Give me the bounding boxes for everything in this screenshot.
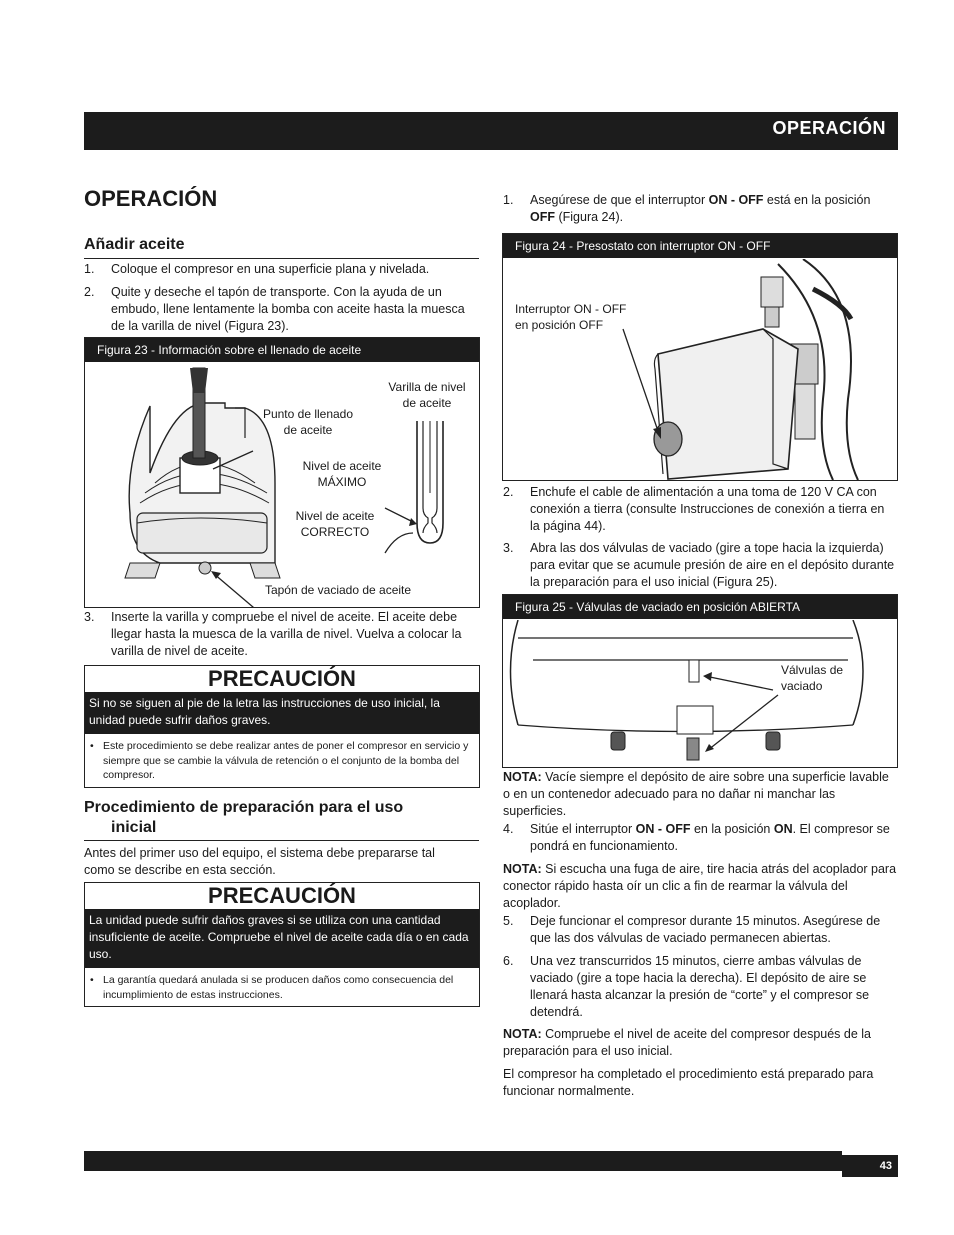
- figure-25-caption: Figura 25 - Válvulas de vaciado en posición ABIERTA: [503, 595, 897, 619]
- label-nivel-maximo: Nivel de aceite MÁXIMO: [302, 459, 382, 489]
- caution-text: La unidad puede sufrir daños graves si se utiliza con una cantidad insuficiente de aceite. Compruebe el nivel de aceite cada día o en cada uso.: [85, 909, 479, 968]
- step-number: 6.: [503, 954, 514, 968]
- section-rule: [84, 258, 479, 259]
- header-title: OPERACIÓN: [772, 118, 886, 138]
- label-tapon-vaciado: Tapón de vaciado de aceite: [264, 583, 412, 597]
- pressure-switch-illustration: [503, 259, 897, 480]
- step-number: 2.: [503, 485, 514, 499]
- caution-text: Si no se siguen al pie de la letra las instrucciones de uso inicial, la unidad puede sufrir daños graves.: [85, 692, 479, 734]
- final-paragraph: El compresor ha completado el procedimiento está preparado para funcionar normalmente.: [503, 1067, 874, 1098]
- page-number: 43: [842, 1155, 898, 1177]
- note-1: NOTA: Vacíe siempre el depósito de aire sobre una superficie lavable o en un contenedor adecuado para no dañar ni manchar las superficies.: [503, 770, 889, 818]
- figure-24: [502, 233, 898, 481]
- step-text: Asegúrese de que el interruptor ON - OFF está en la posición OFF (Figura 24).: [530, 193, 871, 224]
- note-3: NOTA: Compruebe el nivel de aceite del compresor después de la preparación para el uso inicial.: [503, 1027, 872, 1058]
- section-heading-anadir-aceite: Añadir aceite: [84, 236, 185, 253]
- note-2: NOTA: Si escucha una fuga de aire, tire hacia atrás del acoplador para conector rápido hasta oír un clic a fin de rearmar la válvula del acoplador.: [503, 862, 897, 910]
- step-text: Deje funcionar el compresor durante 15 minutos. Asegúrese de que las dos válvulas de vaciado permanecen abiertas.: [530, 914, 881, 945]
- step-number: 2.: [84, 285, 95, 299]
- section-heading-procedimiento: Procedimiento de preparación para el uso inicial: [84, 799, 404, 836]
- footer-bar: [84, 1151, 842, 1171]
- step-text: Sitúe el interruptor ON - OFF en la posición ON. El compresor se pondrá en funcionamiento.: [530, 822, 890, 853]
- figure-23-caption: Figura 23 - Información sobre el llenado de aceite: [85, 338, 479, 362]
- step-text: Inserte la varilla y compruebe el nivel de aceite. El aceite debe llegar hasta la muesca de la varilla de nivel. Vuelva a colocar la varilla de nivel de aceite.: [111, 610, 462, 658]
- caution-title: PRECAUCIÓN: [208, 666, 356, 691]
- figure-25: [502, 594, 898, 768]
- caution-bullet: • La garantía quedará anulada si se producen daños como consecuencia del incumplimiento de estas instrucciones.: [90, 974, 454, 1001]
- step-number: 4.: [503, 822, 514, 836]
- section-rule: [84, 840, 479, 841]
- caution-title: PRECAUCIÓN: [208, 883, 356, 908]
- page-title: OPERACIÓN: [84, 186, 218, 211]
- step-text: Abra las dos válvulas de vaciado (gire a tope hacia la izquierda) para evitar que se acumule presión de aire en el depósito durante la preparación para el uso inicial (Figura 25).: [530, 541, 895, 589]
- step-text: Coloque el compresor en una superficie plana y nivelada.: [111, 262, 430, 276]
- step-text: Enchufe el cable de alimentación a una toma de 120 V CA con conexión a tierra (consulte Instrucciones de conexión a tierra en la página 44).: [530, 485, 885, 533]
- step-number: 3.: [503, 541, 514, 555]
- step-number: 3.: [84, 610, 95, 624]
- step-text: Quite y deseche el tapón de transporte. Con la ayuda de un embudo, llene lentamente la bomba con aceite hasta la muesca de la varilla de nivel (Figura 23).: [111, 285, 465, 333]
- label-interruptor: Interruptor ON - OFF en posición OFF: [515, 302, 627, 332]
- bullet-icon: •: [90, 974, 94, 986]
- label-varilla-nivel: Varilla de nivel de aceite: [388, 380, 466, 410]
- caution-bullet: • Este procedimiento se debe realizar antes de poner el compresor en servicio y siempre que se cambie la válvula de retención o el conjunto de la bomba del compresor.: [90, 740, 469, 781]
- label-valvulas: Válvulas de vaciado: [781, 663, 844, 693]
- label-nivel-correcto: Nivel de aceite CORRECTO: [295, 509, 375, 539]
- step-number: 1.: [503, 193, 514, 207]
- header-bar: [84, 112, 898, 150]
- figure-24-caption: Figura 24 - Presostato con interruptor ON - OFF: [503, 234, 897, 258]
- caution-box-2: [84, 882, 480, 1007]
- figure-23: [84, 337, 480, 608]
- intro-paragraph: Antes del primer uso del equipo, el sistema debe prepararse tal como se describe en esta sección.: [84, 846, 435, 877]
- label-punto-llenado: Punto de llenado de aceite: [262, 407, 354, 437]
- step-number: 5.: [503, 914, 514, 928]
- caution-box-1: [84, 665, 480, 788]
- step-number: 1.: [84, 262, 95, 276]
- step-text: Una vez transcurridos 15 minutos, cierre ambas válvulas de vaciado (gire a tope hacia la derecha). El depósito de aire se llenará hasta alcanzar la presión de “corte” y el compresor se detendrá.: [530, 954, 870, 1019]
- bullet-icon: •: [90, 740, 94, 752]
